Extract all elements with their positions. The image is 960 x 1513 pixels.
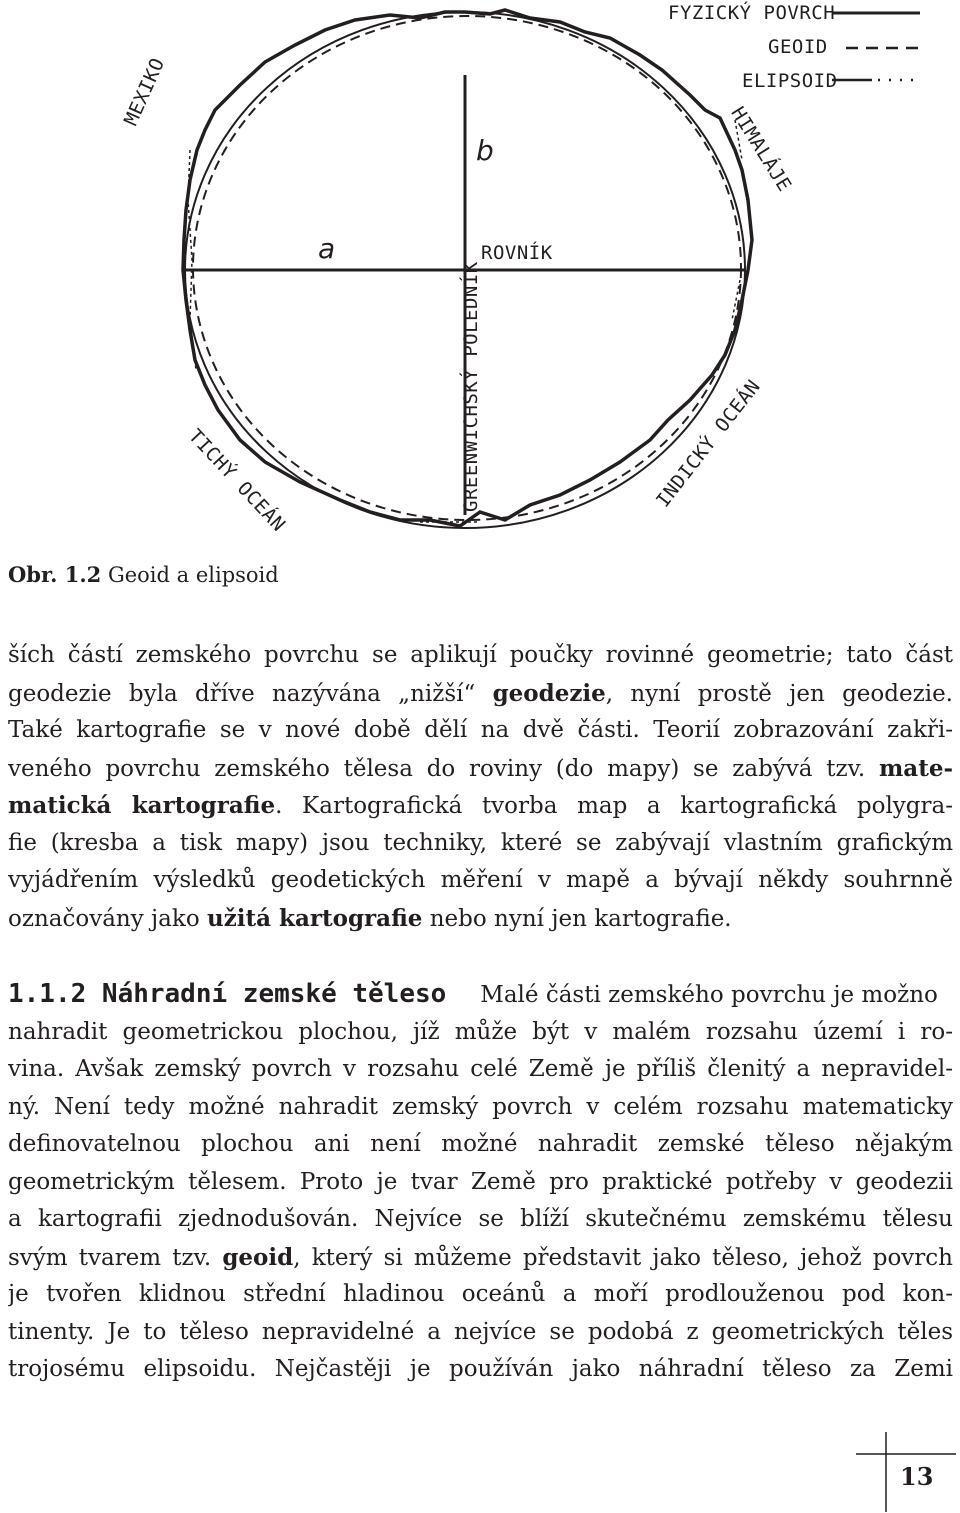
text-line: nahradit geometrickou plochou, jíž může být v malém rozsahu území i ro- (8, 1018, 953, 1045)
page-number: 13 (900, 1462, 934, 1491)
text-line: matická kartografie. Kartografická tvorba map a kartografická polygra- (8, 792, 953, 819)
mexico-label: MEXIKO (120, 54, 170, 129)
section-heading: 1.1.2 Náhradní zemské těleso (8, 979, 447, 1009)
text-line: fie (kresba a tisk mapy) jsou techniky, které se zabývají vlastním grafickým (8, 829, 953, 856)
text-line: je tvořen klidnou střední hladinou oceánů a moří prodlouženou pod kon- (8, 1281, 953, 1307)
himalaya-label: HIMALÁJE (726, 103, 796, 196)
text-line: trojosému elipsoidu. Nejčastěji je používán jako náhradní těleso za Zemi (8, 1356, 953, 1382)
pacific-label: TICHÝ OCEÁN (183, 425, 290, 537)
text-line: vina. Avšak zemský povrch v rozsahu celé Země je příliš členitý a nepravidel- (8, 1056, 953, 1082)
term-matematicka-start: mate- (878, 754, 953, 782)
text-line: veného povrchu zemského tělesa do roviny (do mapy) se zabývá tzv. mate- (8, 754, 953, 782)
term-matematicka-kartografie: matická kartografie (8, 792, 276, 819)
section-1-1-2 (8, 976, 953, 1389)
text-line: označovány jako užitá kartografie nebo nyní jen kartografie. (8, 904, 732, 932)
indian-label: INDICKÝ OCEÁN (652, 375, 765, 512)
text-line: geometrickým tělesem. Proto je tvar Země pro praktické potřeby v geodezii (8, 1168, 953, 1195)
text-line: ších částí zemského povrchu se aplikují poučky rovinné geometrie; tato část (8, 642, 953, 668)
text-line: Také kartografie se v nové době dělí na dvě části. Teorií zobrazování zakři- (8, 717, 953, 743)
semi-major-axis-label: a (318, 232, 336, 265)
semi-minor-axis-label: b (476, 134, 495, 167)
equator-label: ROVNÍK (481, 242, 553, 264)
figure-caption (8, 562, 279, 587)
legend-ellipsoid-label: ELIPSOID (742, 70, 838, 92)
term-uzita-kartografie: užitá kartografie (206, 904, 423, 932)
term-geoid: geoid (222, 1243, 294, 1271)
geoid-ellipsoid-figure (0, 0, 960, 560)
legend-geoid-label: GEOID (768, 36, 828, 58)
text-line: ný. Není tedy možné nahradit zemský povrch v celém rozsahu matematicky (8, 1093, 953, 1120)
text-line: svým tvarem tzv. geoid, který si můžeme představit jako těleso, jehož povrch (8, 1243, 953, 1271)
text-line: a kartografii zjednodušován. Nejvíce se blíží skutečnému zemskému tělesu (8, 1206, 953, 1232)
text-line: definovatelnou plochou ani není možné nahradit zemské těleso nějakým (8, 1131, 953, 1157)
meridian-label: GREENWICHSKÝ POLEDNÍK (460, 261, 482, 512)
legend-surface-label: FYZICKÝ POVRCH (668, 2, 836, 24)
text-line: 1.1.2 Náhradní zemské těleso Malé části zemského povrchu je možno (8, 979, 938, 1009)
caption-number: Obr. 1.2 (8, 562, 102, 587)
text-line: vyjádřením výsledků geodetických měření v mapě a bývají někdy souhrnně (8, 867, 953, 893)
caption-text: Geoid a elipsoid (101, 563, 279, 587)
term-geodezie: geodezie (492, 679, 606, 707)
text-line: tinenty. Je to těleso nepravidelné a nejvíce se podobá z geometrických těles (8, 1318, 953, 1345)
paragraph-1 (8, 637, 953, 937)
text-line: geodezie byla dříve nazývána „nižší“ geodezie, nyní prostě jen geodezie. (8, 679, 953, 707)
